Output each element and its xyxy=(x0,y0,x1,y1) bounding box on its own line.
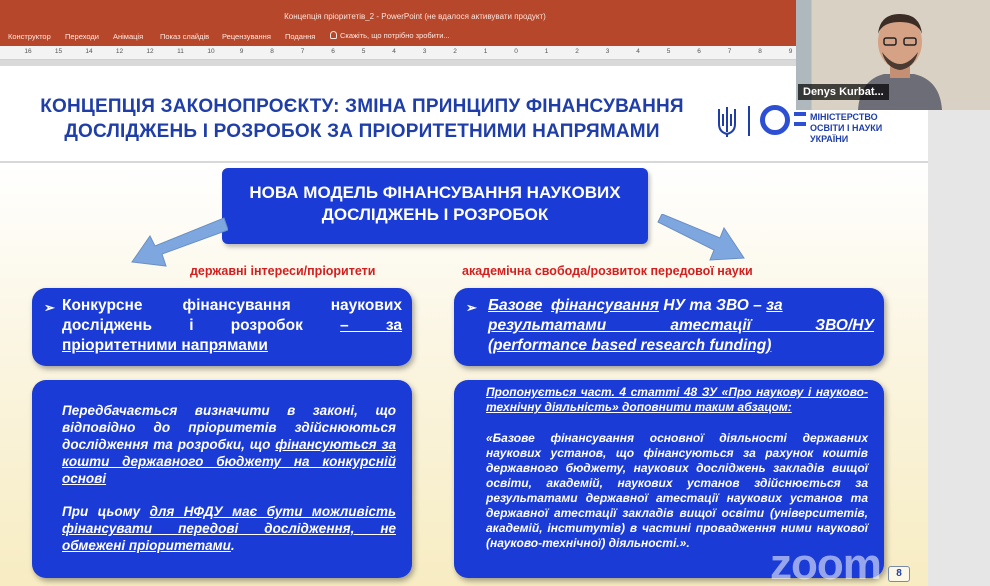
competitive-funding-box xyxy=(32,288,412,366)
competitive-details-box xyxy=(32,380,412,578)
slide-canvas[interactable] xyxy=(0,66,928,586)
base-line2: результатами атестації ЗВО/НУ xyxy=(488,317,874,334)
ruler-tick: 15 xyxy=(54,48,63,55)
new-model-line1: НОВА МОДЕЛЬ ФІНАНСУВАННЯ НАУКОВИХ xyxy=(249,183,621,202)
window-title: Концепція пріоритетів_2 - PowerPoint (не вдалося активувати продукт) xyxy=(284,12,546,21)
tell-me-search[interactable] xyxy=(330,31,450,40)
details-p2-end: . xyxy=(230,538,235,553)
mon-equals-icon xyxy=(794,112,806,116)
ruler-tick: 9 xyxy=(788,48,793,55)
ruler-tick: 14 xyxy=(85,48,93,55)
paragraph-gap xyxy=(486,415,868,431)
slide-title-line1: КОНЦЕПЦІЯ ЗАКОНОПРОЄКТУ: ЗМІНА ПРИНЦИПУ ФІНАНСУВАННЯ xyxy=(40,96,684,117)
new-model-box xyxy=(222,168,648,244)
slide-title xyxy=(22,94,702,144)
base-line1-a: Базове xyxy=(488,297,543,314)
competitive-line2-underlined: – за xyxy=(340,317,402,334)
base-line1-d: за xyxy=(766,297,783,314)
ruler-tick: 4 xyxy=(636,48,640,55)
ruler-tick: 5 xyxy=(361,48,366,55)
ruler-tick: 11 xyxy=(177,48,184,55)
details-p2-underlined: для НФДУ має бути можливість фінансувати передові дослідження, не обмежені пріоритетами xyxy=(62,504,396,553)
details-p1-underlined: фінансуються за кошти державного бюджету на конкурсній основі xyxy=(62,437,396,486)
details-p1-text: Передбачається визначити в законі, що відповідно до пріоритетів здійснюються дослідження та розробки, що xyxy=(62,403,396,452)
competitive-line2 xyxy=(62,316,402,336)
mon-o-icon xyxy=(760,105,790,135)
competitive-line1: Конкурсне фінансування наукових xyxy=(62,297,402,314)
tab-animation[interactable]: Анімація xyxy=(113,32,144,41)
mon-equals-icon xyxy=(794,122,806,126)
tab-transitions[interactable]: Переходи xyxy=(65,32,99,41)
base-line3: (performance based research funding) xyxy=(488,337,772,354)
tab-slideshow[interactable]: Показ слайдів xyxy=(160,32,210,41)
ruler-tick: 10 xyxy=(207,48,215,55)
lightbulb-icon xyxy=(330,31,337,39)
zoom-watermark: zoom xyxy=(770,540,881,586)
ministry-line3: УКРАЇНИ xyxy=(810,134,849,144)
base-funding-box xyxy=(454,288,884,366)
participant-video[interactable] xyxy=(796,0,990,110)
ruler-tick: 8 xyxy=(270,48,274,55)
base-line1-c: НУ та ЗВО – xyxy=(659,297,767,314)
ruler-tick: 5 xyxy=(666,48,671,55)
arrow-right-icon xyxy=(656,214,748,266)
competitive-details-p1 xyxy=(62,402,396,487)
details-p2-text: При цьому xyxy=(62,504,150,519)
participant-name: Denys Kurbat... xyxy=(798,84,889,100)
ruler-tick: 6 xyxy=(697,48,701,55)
ministry-name xyxy=(810,112,910,145)
ruler-tick: 0 xyxy=(514,48,518,55)
tell-me-text: Скажіть, що потрібно зробити... xyxy=(340,31,450,40)
ruler-tick: 2 xyxy=(575,48,579,55)
new-model-line2: ДОСЛІДЖЕНЬ І РОЗРОБОК xyxy=(321,205,549,224)
ruler-tick: 12 xyxy=(115,48,124,55)
ruler-tick: 1 xyxy=(483,48,488,55)
competitive-details-p2 xyxy=(62,503,396,554)
ruler-tick: 9 xyxy=(239,48,244,55)
ruler-tick: 4 xyxy=(392,48,396,55)
slide-title-line2: ДОСЛІДЖЕНЬ І РОЗРОБОК ЗА ПРІОРИТЕТНИМИ НАПРЯМАМИ xyxy=(64,121,660,142)
tab-view[interactable]: Подання xyxy=(285,32,316,41)
left-column-label: державні інтереси/пріоритети xyxy=(190,264,376,278)
chevron-bullet-icon: ➢ xyxy=(466,300,477,315)
chevron-bullet-icon: ➢ xyxy=(44,300,55,315)
tab-review[interactable]: Рецензування xyxy=(222,32,271,41)
competitive-line3: пріоритетними напрямами xyxy=(62,337,268,354)
ruler-tick: 3 xyxy=(422,48,427,55)
ruler-tick: 16 xyxy=(24,48,32,55)
ruler-tick: 1 xyxy=(544,48,549,55)
base-line1 xyxy=(488,296,874,316)
paragraph-gap xyxy=(62,487,396,503)
law-amendment-p1: Пропонується част. 4 статті 48 ЗУ «Про наукову і науково-технічну діяльність» доповнити таким абзацом: xyxy=(486,385,868,414)
slide-pane-margin xyxy=(928,110,990,586)
ministry-line1: МІНІСТЕРСТВО xyxy=(810,112,878,122)
ruler-tick: 12 xyxy=(146,48,154,55)
trident-icon xyxy=(716,106,738,138)
header-separator xyxy=(0,161,928,163)
right-column-label: академічна свобода/розвиток передової науки xyxy=(462,264,753,278)
ruler-tick: 2 xyxy=(453,48,457,55)
ruler-tick: 6 xyxy=(331,48,335,55)
base-line1-b: фінансування xyxy=(551,297,660,314)
logo-divider xyxy=(748,106,750,136)
tab-design[interactable]: Конструктор xyxy=(8,32,51,41)
ruler-tick: 8 xyxy=(758,48,762,55)
competitive-line2-text: досліджень і розробок xyxy=(62,317,341,334)
ruler-tick: 7 xyxy=(300,48,305,55)
ruler-tick: 3 xyxy=(605,48,610,55)
ruler-tick: 7 xyxy=(727,48,732,55)
slide-page-number: 8 xyxy=(888,566,910,582)
law-amendment-p2: «Базове фінансування основної діяльності державних наукових установ, що фінансуються за рахунок коштів державного бюджету, наукових досліджень закладів вищої освіти, академій, наукових установ здійснюється за результатами державної атестації наукових установ та державної атестації закладів вищої освіти (університетів, академій, інститутів) в частині провадження ними наукової (науково-технічної) діяльності.». xyxy=(486,431,868,550)
ministry-line2: ОСВІТИ І НАУКИ xyxy=(810,123,883,133)
